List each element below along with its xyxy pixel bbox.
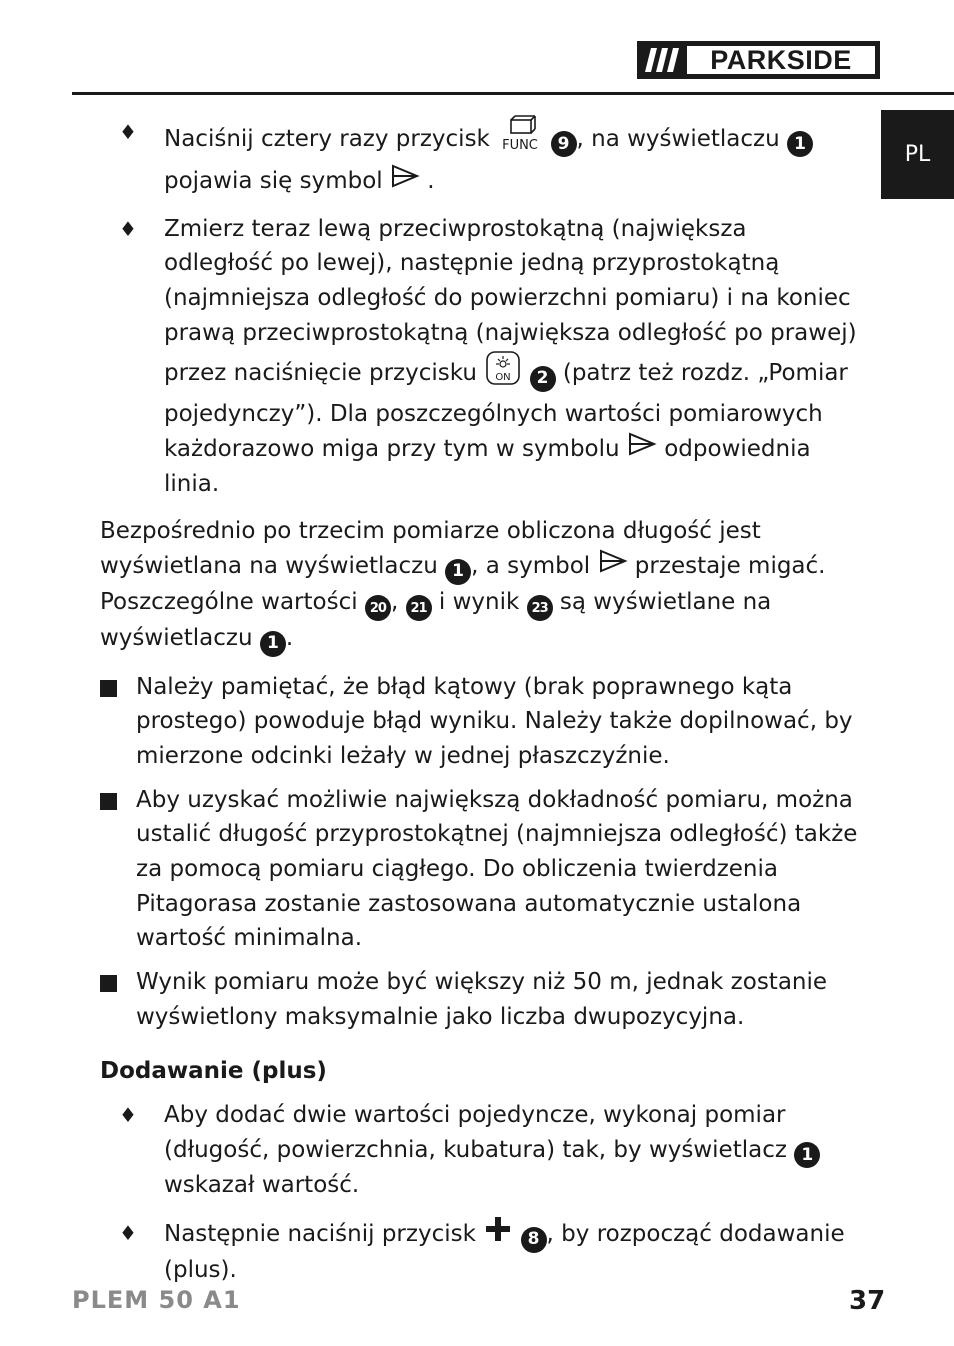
page-content	[100, 115, 860, 1301]
header-rule	[72, 92, 954, 95]
instruction-item	[100, 115, 860, 199]
reference-number: 2	[530, 366, 556, 392]
instruction-item	[100, 212, 860, 502]
instruction-text: Naciśnij cztery razy przycisk FUNC 9 , na wyświetlaczu 1 pojawia się symbol .	[164, 115, 860, 199]
note-text: Aby uzyskać możliwie największą dokładność pomiaru, można ustalić długość przyprostokątnej (najmniejsza odległość) także za pomocą pomiaru ciągłego. Do obliczenia twierdzenia Pitagorasa zostanie zastosowana automatycznie ustalona wartość minimalna.	[136, 786, 858, 952]
language-tab: PL	[881, 110, 954, 199]
reference-number: 1	[445, 559, 471, 585]
triangle-symbol-icon	[390, 164, 420, 199]
reference-number: 8	[521, 1227, 547, 1253]
instruction-text: Aby dodać dwie wartości pojedyncze, wykonaj pomiar (długość, powierzchnia, kubatura) tak, by wyświetlacz 1 wskazał wartość.	[164, 1098, 860, 1203]
svg-text:FUNC: FUNC	[502, 138, 539, 153]
square-bullet-icon	[100, 680, 117, 697]
reference-number: 1	[787, 131, 813, 157]
func-button-icon	[497, 115, 543, 164]
note-item	[100, 670, 860, 774]
body-paragraph: Bezpośrednio po trzecim pomiarze obliczona długość jest wyświetlana na wyświetlaczu 1 , a symbol przestaje migać. Poszczególne wartości 20 , 21 i wynik 23 są wyświetlane na wyświetlaczu 1 .	[100, 514, 860, 656]
brand-name: PARKSIDE	[687, 46, 875, 74]
note-text: Wynik pomiaru może być większy niż 50 m, jednak zostanie wyświetlony maksymalnie jako liczba dwupozycyjna.	[136, 969, 828, 1030]
triangle-symbol-icon	[598, 549, 628, 584]
square-bullet-icon	[100, 975, 117, 992]
section-heading: Dodawanie (plus)	[100, 1057, 327, 1084]
note-text: Należy pamiętać, że błąd kątowy (brak poprawnego kąta prostego) powoduje błąd wyniku. Należy także dopilnować, by mierzone odcinki leżały w jednej płaszczyźnie.	[136, 673, 853, 769]
square-bullet-icon	[100, 793, 117, 810]
page-number: 37	[849, 1286, 886, 1316]
on-laser-button-icon	[484, 350, 522, 397]
diamond-bullet-icon: ♦	[119, 1103, 137, 1128]
logo-stripes-icon	[639, 43, 687, 77]
model-name: PLEM 50 A1	[72, 1286, 241, 1314]
triangle-symbol-icon	[627, 432, 657, 467]
instruction-item	[100, 1098, 860, 1203]
reference-number: 23	[527, 595, 553, 621]
diamond-bullet-icon: ♦	[119, 216, 137, 241]
parkside-logo	[637, 41, 880, 79]
instruction-text: Zmierz teraz lewą przeciwprostokątną (największa odległość po lewej), następnie jedną przyprostokątną (najmniejsza odległość do powierzchni pomiaru) i na koniec prawą przeciwprostokątną (największa odległość po prawej) przez naciśnięcie przycisku ON 2 (patrz też rozdz. „Pomiar pojedynczy”). Dla poszczególnych wartości pomiarowych każdorazowo miga przy tym w symbolu odpowiednia linia.	[164, 215, 857, 497]
instruction-item	[100, 1216, 860, 1287]
plus-button-icon	[483, 1216, 513, 1253]
reference-number: 20	[365, 595, 391, 621]
svg-text:ON: ON	[495, 372, 511, 384]
diamond-bullet-icon: ♦	[119, 1221, 137, 1246]
reference-number: 1	[794, 1142, 820, 1168]
reference-number: 1	[260, 631, 286, 657]
instruction-text: Następnie naciśnij przycisk 8 , by rozpocząć dodawanie (plus).	[164, 1216, 860, 1287]
reference-number: 21	[406, 595, 432, 621]
note-item	[100, 783, 860, 957]
diamond-bullet-icon: ♦	[119, 120, 137, 144]
reference-number: 9	[551, 131, 577, 157]
note-item	[100, 965, 860, 1034]
